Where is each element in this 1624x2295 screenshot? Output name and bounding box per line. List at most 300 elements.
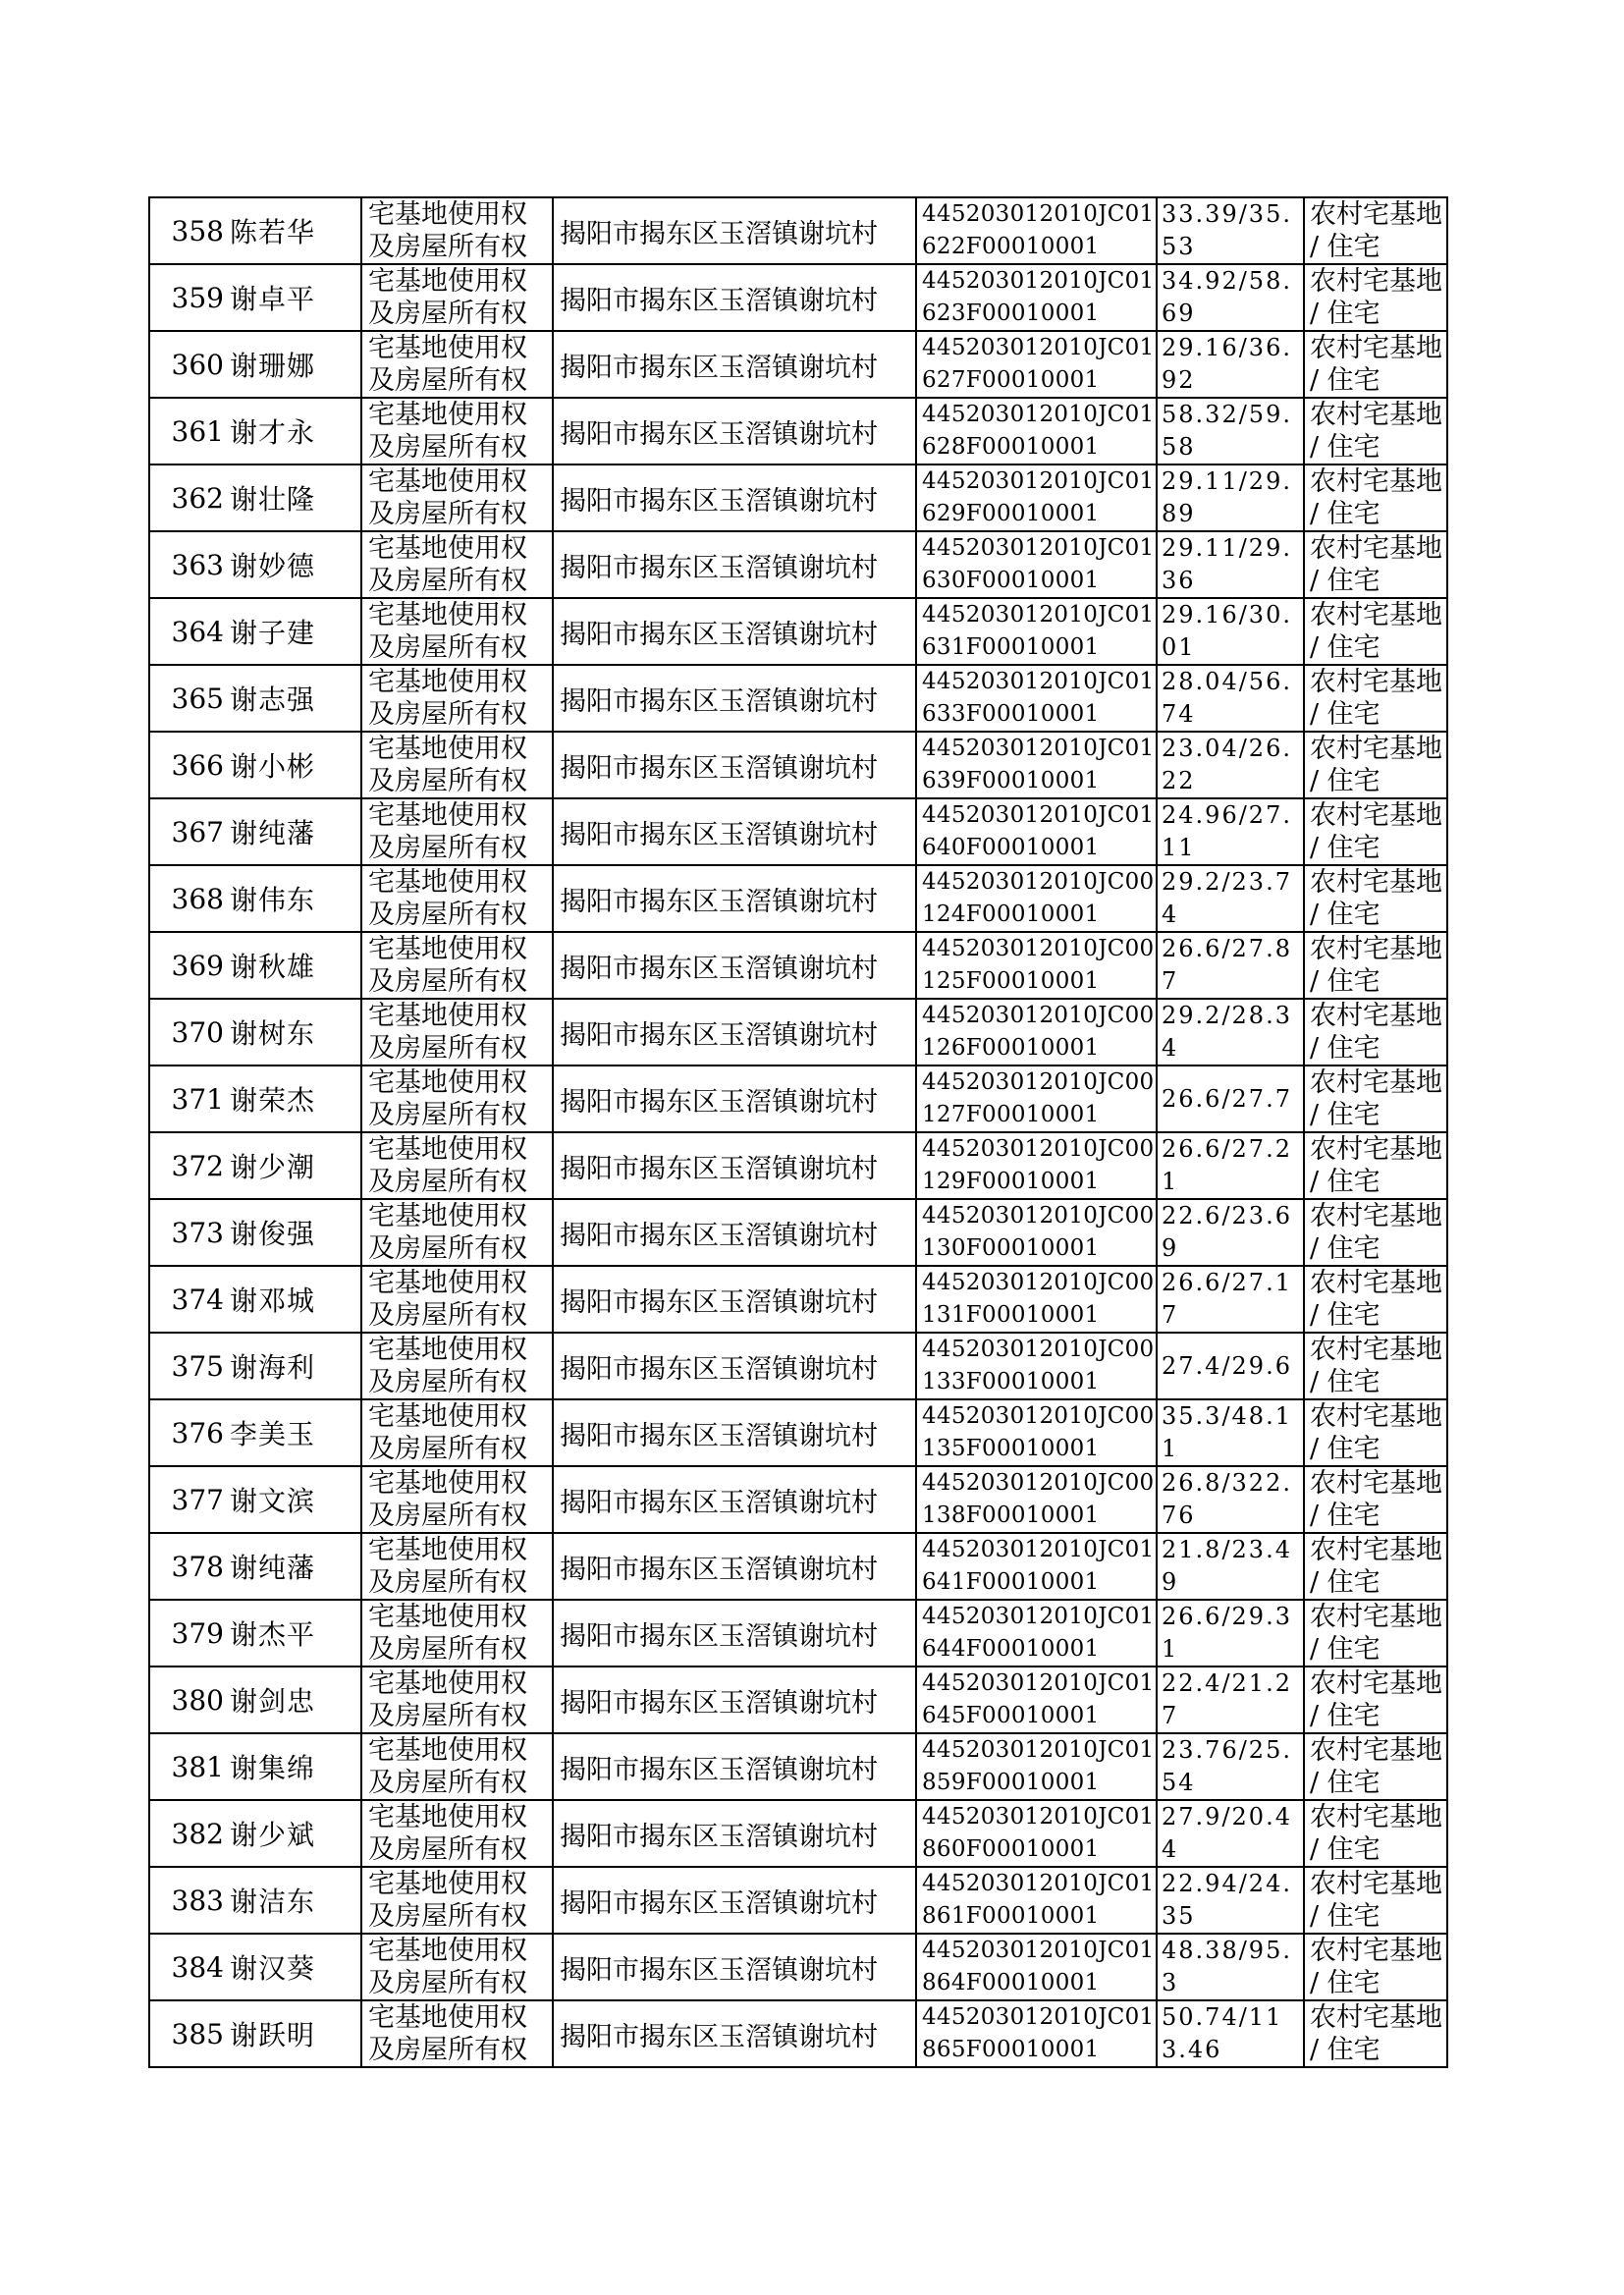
right-type-cell-text: 宅基地使用权及房屋所有权 [368,1735,527,1798]
row-number-cell [149,999,227,1066]
unit-code-cell-text: 445203012010JC01859F00010001 [922,1737,1155,1795]
location-cell-text: 揭阳市揭东区玉滘镇谢坑村 [560,1954,878,1986]
right-type-cell [361,1600,553,1667]
location-cell [553,1733,916,1800]
row-number-cell [149,531,227,598]
table-row [149,1867,1447,1934]
owner-name-cell-text: 谢荣杰 [230,1084,316,1117]
table-row [149,1733,1447,1800]
area-cell-text: 26.6/29.31 [1162,1603,1292,1663]
area-cell-text: 34.92/58.69 [1162,267,1292,327]
usage-cell [1304,2000,1447,2067]
unit-code-cell [916,1399,1157,1466]
table-row [149,1466,1447,1533]
unit-code-cell [916,798,1157,865]
unit-code-cell [916,197,1157,264]
area-cell [1157,1132,1304,1199]
area-cell [1157,264,1304,331]
location-cell [553,1867,916,1934]
area-cell [1157,1934,1304,2000]
owner-name-cell [227,999,361,1066]
area-cell-text: 28.04/56.74 [1162,668,1292,728]
row-number-cell [149,1867,227,1934]
row-number-cell [149,398,227,464]
row-number-cell-text: 379 [171,1616,224,1650]
right-type-cell [361,1667,553,1733]
location-cell-text: 揭阳市揭东区玉滘镇谢坑村 [560,1554,878,1585]
unit-code-cell-text: 445203012010JC00138F00010001 [922,1470,1155,1528]
location-cell [553,1066,916,1132]
unit-code-cell-text: 445203012010JC01623F00010001 [922,268,1155,326]
right-type-cell-text: 宅基地使用权及房屋所有权 [368,1668,527,1731]
right-type-cell [361,531,553,598]
owner-name-cell [227,1800,361,1867]
unit-code-cell [916,865,1157,932]
area-cell-text: 29.16/36.92 [1162,334,1292,394]
location-cell-text: 揭阳市揭东区玉滘镇谢坑村 [560,1487,878,1518]
right-type-cell-text: 宅基地使用权及房屋所有权 [368,667,527,730]
row-number-cell [149,197,227,264]
row-number-cell-text: 373 [171,1216,224,1249]
right-type-cell [361,1466,553,1533]
table-row [149,464,1447,531]
table-row [149,865,1447,932]
owner-name-cell-text: 谢少斌 [230,1819,316,1851]
unit-code-cell-text: 445203012010JC01622F00010001 [922,201,1155,259]
row-number-cell-text: 370 [171,1015,224,1049]
location-cell [553,999,916,1066]
owner-name-cell-text: 谢卓平 [230,283,316,315]
table-row [149,1399,1447,1466]
owner-name-cell-text: 谢妙德 [230,550,316,582]
owner-name-cell [227,798,361,865]
area-cell-text: 27.4/29.6 [1162,1351,1292,1380]
right-type-cell-text: 宅基地使用权及房屋所有权 [368,1335,527,1397]
row-number-cell [149,1199,227,1266]
area-cell-text: 24.96/27.11 [1162,801,1292,861]
area-cell [1157,1533,1304,1600]
area-cell-text: 26.6/27.87 [1162,935,1292,995]
unit-code-cell [916,264,1157,331]
location-cell [553,398,916,464]
unit-code-cell-text: 445203012010JC00126F00010001 [922,1003,1155,1061]
usage-cell-text: 农村宅基地 / 住宅 [1310,1802,1442,1865]
row-number-cell [149,1466,227,1533]
right-type-cell-text: 宅基地使用权及房屋所有权 [368,1268,527,1331]
usage-cell [1304,1199,1447,1266]
usage-cell-text: 农村宅基地 / 住宅 [1310,199,1442,262]
unit-code-cell-text: 445203012010JC00131F00010001 [922,1270,1155,1328]
unit-code-cell [916,1800,1157,1867]
row-number-cell-text: 380 [171,1683,224,1717]
usage-cell [1304,1934,1447,2000]
area-cell [1157,732,1304,798]
owner-name-cell-text: 谢俊强 [230,1218,316,1250]
right-type-cell [361,665,553,732]
area-cell [1157,1399,1304,1466]
unit-code-cell [916,665,1157,732]
area-cell-text: 29.2/23.74 [1162,868,1292,928]
usage-cell [1304,1466,1447,1533]
location-cell-text: 揭阳市揭东区玉滘镇谢坑村 [560,752,878,784]
location-cell-text: 揭阳市揭东区玉滘镇谢坑村 [560,1887,878,1919]
row-number-cell-text: 367 [171,815,224,848]
owner-name-cell-text: 谢纯藩 [230,817,316,849]
unit-code-cell-text: 445203012010JC01639F00010001 [922,736,1155,793]
location-cell [553,665,916,732]
unit-code-cell-text: 445203012010JC01861F00010001 [922,1871,1155,1929]
area-cell [1157,1333,1304,1399]
location-cell [553,1800,916,1867]
area-cell-text: 23.04/26.22 [1162,735,1292,794]
row-number-cell-text: 362 [171,481,224,515]
right-type-cell-text: 宅基地使用权及房屋所有权 [368,333,527,396]
row-number-cell-text: 377 [171,1483,224,1516]
owner-name-cell [227,398,361,464]
location-cell [553,331,916,398]
right-type-cell [361,464,553,531]
row-number-cell [149,1333,227,1399]
location-cell-text: 揭阳市揭东区玉滘镇谢坑村 [560,1420,878,1451]
row-number-cell-text: 384 [171,1950,224,1984]
usage-cell [1304,798,1447,865]
right-type-cell [361,865,553,932]
owner-name-cell-text: 谢杰平 [230,1618,316,1651]
location-cell-text: 揭阳市揭东区玉滘镇谢坑村 [560,485,878,517]
owner-name-cell-text: 谢洁东 [230,1885,316,1918]
usage-cell [1304,1132,1447,1199]
right-type-cell-text: 宅基地使用权及房屋所有权 [368,2002,527,2065]
location-cell [553,1132,916,1199]
location-cell-text: 揭阳市揭东区玉滘镇谢坑村 [560,1353,878,1385]
right-type-cell-text: 宅基地使用权及房屋所有权 [368,1067,527,1130]
table-row [149,798,1447,865]
area-cell [1157,1199,1304,1266]
location-cell-text: 揭阳市揭东区玉滘镇谢坑村 [560,418,878,450]
row-number-cell [149,2000,227,2067]
unit-code-cell [916,398,1157,464]
row-number-cell-text: 375 [171,1349,224,1383]
unit-code-cell [916,1533,1157,1600]
area-cell-text: 27.9/20.44 [1162,1803,1292,1863]
right-type-cell-text: 宅基地使用权及房屋所有权 [368,1602,527,1665]
usage-cell [1304,1266,1447,1333]
row-number-cell-text: 358 [171,214,224,247]
location-cell-text: 揭阳市揭东区玉滘镇谢坑村 [560,819,878,850]
unit-code-cell [916,1132,1157,1199]
usage-cell-text: 农村宅基地 / 住宅 [1310,600,1442,663]
area-cell-text: 22.94/24.35 [1162,1870,1292,1930]
area-cell-text: 26.6/27.21 [1162,1135,1292,1195]
area-cell [1157,464,1304,531]
right-type-cell-text: 宅基地使用权及房屋所有权 [368,533,527,596]
table-row [149,665,1447,732]
location-cell-text: 揭阳市揭东区玉滘镇谢坑村 [560,953,878,984]
right-type-cell-text: 宅基地使用权及房屋所有权 [368,199,527,262]
table-row [149,1132,1447,1199]
area-cell-text: 26.6/27.17 [1162,1269,1292,1329]
row-number-cell-text: 365 [171,682,224,715]
unit-code-cell [916,732,1157,798]
right-type-cell [361,1333,553,1399]
usage-cell-text: 农村宅基地 / 住宅 [1310,1869,1442,1932]
table-row [149,1533,1447,1600]
location-cell [553,1199,916,1266]
location-cell-text: 揭阳市揭东区玉滘镇谢坑村 [560,1153,878,1184]
usage-cell [1304,264,1447,331]
owner-name-cell [227,1399,361,1466]
right-type-cell-text: 宅基地使用权及房屋所有权 [368,266,527,329]
area-cell [1157,1600,1304,1667]
row-number-cell-text: 385 [171,2017,224,2050]
usage-cell [1304,732,1447,798]
usage-cell [1304,1333,1447,1399]
right-type-cell-text: 宅基地使用权及房屋所有权 [368,600,527,663]
usage-cell-text: 农村宅基地 / 住宅 [1310,333,1442,396]
right-type-cell [361,197,553,264]
usage-cell-text: 农村宅基地 / 住宅 [1310,1134,1442,1197]
location-cell-text: 揭阳市揭东区玉滘镇谢坑村 [560,1220,878,1251]
unit-code-cell-text: 445203012010JC01644F00010001 [922,1604,1155,1662]
usage-cell [1304,598,1447,665]
unit-code-cell-text: 445203012010JC01641F00010001 [922,1537,1155,1595]
right-type-cell [361,331,553,398]
area-cell-text: 26.8/322.76 [1162,1469,1292,1529]
owner-name-cell [227,598,361,665]
unit-code-cell-text: 445203012010JC00135F00010001 [922,1403,1155,1461]
row-number-cell-text: 369 [171,949,224,982]
right-type-cell-text: 宅基地使用权及房屋所有权 [368,734,527,796]
table-row [149,197,1447,264]
usage-cell [1304,197,1447,264]
area-cell-text: 35.3/48.11 [1162,1402,1292,1462]
row-number-cell [149,665,227,732]
area-cell-text: 22.4/21.27 [1162,1669,1292,1729]
area-cell-text: 29.11/29.89 [1162,467,1292,527]
row-number-cell [149,598,227,665]
usage-cell-text: 农村宅基地 / 住宅 [1310,1335,1442,1397]
right-type-cell-text: 宅基地使用权及房屋所有权 [368,400,527,463]
row-number-cell [149,1733,227,1800]
area-cell [1157,932,1304,999]
location-cell [553,1600,916,1667]
location-cell [553,598,916,665]
usage-cell [1304,865,1447,932]
table-row [149,1066,1447,1132]
area-cell [1157,865,1304,932]
area-cell-text: 21.8/23.49 [1162,1536,1292,1596]
location-cell [553,2000,916,2067]
unit-code-cell [916,1333,1157,1399]
row-number-cell-text: 371 [171,1082,224,1116]
table-row [149,1934,1447,2000]
right-type-cell-text: 宅基地使用权及房屋所有权 [368,1001,527,1064]
owner-name-cell [227,264,361,331]
area-cell [1157,197,1304,264]
location-cell [553,464,916,531]
unit-code-cell-text: 445203012010JC01864F00010001 [922,1938,1155,1995]
row-number-cell [149,264,227,331]
owner-name-cell [227,1533,361,1600]
usage-cell-text: 农村宅基地 / 住宅 [1310,533,1442,596]
usage-cell [1304,999,1447,1066]
usage-cell [1304,1800,1447,1867]
area-cell-text: 26.6/27.7 [1162,1084,1292,1113]
owner-name-cell-text: 谢才永 [230,416,316,449]
unit-code-cell [916,2000,1157,2067]
row-number-cell-text: 378 [171,1550,224,1583]
right-type-cell-text: 宅基地使用权及房屋所有权 [368,1936,527,1998]
usage-cell-text: 农村宅基地 / 住宅 [1310,1535,1442,1598]
unit-code-cell-text: 445203012010JC00125F00010001 [922,936,1155,994]
table-row [149,331,1447,398]
row-number-cell [149,932,227,999]
owner-name-cell [227,2000,361,2067]
unit-code-cell [916,1466,1157,1533]
row-number-cell [149,1533,227,1600]
area-cell [1157,1667,1304,1733]
location-cell [553,1266,916,1333]
table-row [149,932,1447,999]
usage-cell-text: 农村宅基地 / 住宅 [1310,1936,1442,1998]
area-cell [1157,1867,1304,1934]
table-row [149,1600,1447,1667]
owner-name-cell [227,1199,361,1266]
table-row [149,598,1447,665]
row-number-cell [149,1800,227,1867]
owner-name-cell-text: 谢秋雄 [230,951,316,983]
unit-code-cell-text: 445203012010JC01630F00010001 [922,535,1155,593]
location-cell-text: 揭阳市揭东区玉滘镇谢坑村 [560,1086,878,1118]
area-cell [1157,398,1304,464]
owner-name-cell [227,531,361,598]
unit-code-cell [916,999,1157,1066]
owner-name-cell-text: 谢小彬 [230,750,316,783]
unit-code-cell [916,932,1157,999]
area-cell [1157,1800,1304,1867]
usage-cell-text: 农村宅基地 / 住宅 [1310,1735,1442,1798]
row-number-cell [149,732,227,798]
usage-cell-text: 农村宅基地 / 住宅 [1310,1268,1442,1331]
right-type-cell-text: 宅基地使用权及房屋所有权 [368,1869,527,1932]
owner-name-cell [227,331,361,398]
usage-cell [1304,331,1447,398]
row-number-cell-text: 376 [171,1416,224,1449]
right-type-cell-text: 宅基地使用权及房屋所有权 [368,1802,527,1865]
owner-name-cell-text: 谢纯藩 [230,1552,316,1584]
usage-cell-text: 农村宅基地 / 住宅 [1310,466,1442,529]
owner-name-cell-text: 谢剑忠 [230,1685,316,1718]
right-type-cell [361,932,553,999]
row-number-cell [149,865,227,932]
row-number-cell-text: 364 [171,615,224,648]
usage-cell-text: 农村宅基地 / 住宅 [1310,1468,1442,1531]
right-type-cell [361,1800,553,1867]
location-cell-text: 揭阳市揭东区玉滘镇谢坑村 [560,1620,878,1652]
usage-cell-text: 农村宅基地 / 住宅 [1310,734,1442,796]
location-cell-text: 揭阳市揭东区玉滘镇谢坑村 [560,285,878,316]
right-type-cell [361,1733,553,1800]
location-cell-text: 揭阳市揭东区玉滘镇谢坑村 [560,218,878,249]
row-number-cell [149,464,227,531]
usage-cell-text: 农村宅基地 / 住宅 [1310,1602,1442,1665]
usage-cell [1304,464,1447,531]
owner-name-cell-text: 谢邓城 [230,1284,316,1317]
owner-name-cell [227,1600,361,1667]
row-number-cell [149,1399,227,1466]
unit-code-cell [916,531,1157,598]
usage-cell [1304,398,1447,464]
area-cell [1157,598,1304,665]
unit-code-cell-text: 445203012010JC00127F00010001 [922,1069,1155,1127]
location-cell [553,1533,916,1600]
unit-code-cell-text: 445203012010JC00129F00010001 [922,1136,1155,1194]
location-cell-text: 揭阳市揭东区玉滘镇谢坑村 [560,1821,878,1852]
row-number-cell-text: 360 [171,348,224,381]
location-cell-text: 揭阳市揭东区玉滘镇谢坑村 [560,2021,878,2052]
usage-cell-text: 农村宅基地 / 住宅 [1310,1201,1442,1264]
owner-name-cell-text: 陈若华 [230,216,316,248]
right-type-cell-text: 宅基地使用权及房屋所有权 [368,800,527,863]
right-type-cell-text: 宅基地使用权及房屋所有权 [368,934,527,997]
owner-name-cell-text: 谢伟东 [230,884,316,916]
location-cell-text: 揭阳市揭东区玉滘镇谢坑村 [560,1687,878,1719]
usage-cell [1304,1733,1447,1800]
unit-code-cell [916,1600,1157,1667]
right-type-cell-text: 宅基地使用权及房屋所有权 [368,1134,527,1197]
unit-code-cell [916,331,1157,398]
area-cell [1157,1266,1304,1333]
unit-code-cell-text: 445203012010JC00133F00010001 [922,1337,1155,1394]
usage-cell-text: 农村宅基地 / 住宅 [1310,800,1442,863]
unit-code-cell [916,1867,1157,1934]
registry-table [148,196,1448,2068]
row-number-cell-text: 381 [171,1750,224,1783]
row-number-cell [149,331,227,398]
right-type-cell [361,598,553,665]
row-number-cell-text: 366 [171,748,224,782]
area-cell-text: 50.74/113.46 [1162,2003,1283,2063]
location-cell [553,1399,916,1466]
right-type-cell [361,999,553,1066]
unit-code-cell-text: 445203012010JC01629F00010001 [922,468,1155,526]
location-cell [553,798,916,865]
owner-name-cell-text: 谢壮隆 [230,483,316,516]
owner-name-cell [227,865,361,932]
right-type-cell-text: 宅基地使用权及房屋所有权 [368,1201,527,1264]
right-type-cell-text: 宅基地使用权及房屋所有权 [368,867,527,930]
owner-name-cell-text: 李美玉 [230,1418,316,1450]
usage-cell [1304,932,1447,999]
owner-name-cell-text: 谢志强 [230,683,316,716]
location-cell [553,1466,916,1533]
usage-cell-text: 农村宅基地 / 住宅 [1310,667,1442,730]
right-type-cell [361,732,553,798]
right-type-cell-text: 宅基地使用权及房屋所有权 [368,1535,527,1598]
owner-name-cell [227,1466,361,1533]
owner-name-cell-text: 谢子建 [230,617,316,649]
row-number-cell-text: 359 [171,281,224,314]
unit-code-cell [916,464,1157,531]
location-cell [553,865,916,932]
table-row [149,2000,1447,2067]
unit-code-cell [916,1667,1157,1733]
right-type-cell-text: 宅基地使用权及房屋所有权 [368,1468,527,1531]
location-cell [553,932,916,999]
area-cell [1157,1733,1304,1800]
location-cell [553,1934,916,2000]
usage-cell-text: 农村宅基地 / 住宅 [1310,934,1442,997]
